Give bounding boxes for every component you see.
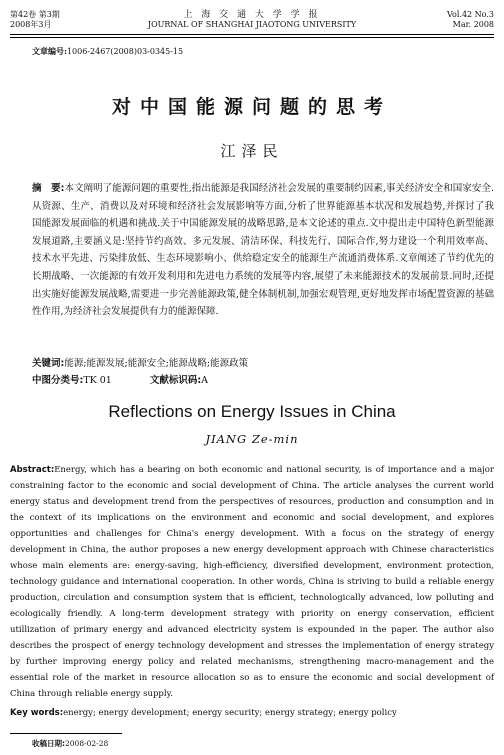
- abstract-en: [10, 462, 494, 702]
- issue-info-en: [447, 10, 494, 30]
- author-cn: 江泽民: [220, 142, 284, 160]
- article-number: [32, 46, 183, 57]
- abstract-cn-text: 本文阐明了能源问题的重要性,指出能源是我国经济社会发展的重要制约因素,事关经济安全和国家安全.从资源、生产、消费以及对环境和经济社会发展影响等方面,分析了世界能源基本状况和发展趋势,并探讨了我国能源发展面临的机遇和挑战.关于中国能源发展的战略思路,是本文论述的重点.文中提出走中国特色新型能源发展道路,主要涵义是:坚持节约高效、多元发展、清洁环保、科技先行、国际合作,努力建设一个利用效率高、技术水平先进、污染排放低、生态环境影响小、供给稳定安全的能源生产流通消费体系.文章阐述了节约优先的长期战略、一次能源的有效开发利用和先进电力系统的发展等内容,展望了未来能源技术的发展前景.同时,还提出实施好能源发展战略,需要进一步完善能源政策,健全体制机制,加强宏观管理,更好地发挥市场配置资源的基础性作用,为经济社会发展提供有力的能源保障.: [32, 183, 494, 318]
- issue-date: 2008年3月: [10, 20, 52, 29]
- keywords-en: [10, 707, 494, 719]
- issue-date-en: Mar. 2008: [452, 20, 494, 29]
- journal-name-en: JOURNAL OF SHANGHAI JIAOTONG UNIVERSITY: [147, 20, 357, 29]
- classification-label: 中图分类号:: [32, 375, 84, 386]
- header-divider: [10, 34, 494, 35]
- abstract-en-text: Energy, which has a bearing on both economic and national security, is of importance and a major constraining factor to the economic and social development of China. The article analyses the current world energy status and development trend from the perspectives of resources, production and consumption and in the context of its implications on the environment and economic and social development, and explores opportunities and challenges for China's energy development. With a focus on the strategy of energy development in China, the author proposes a new energy development approach with Chinese characteristics whose main elements are: energy-saving, high-efficiency, diversified development, environment protection, technology guidance and international cooperation. In other words, China is striving to build a reliable energy production, circulation and consumption system that is efficient, technologically advanced, low polluting and ecologically friendly. A long-term development strategy with priority on energy conservation, efficient utillization of primary energy and advanced electricity system is expounded in the paper. The author also describes the prospect of energy technology development and stresses the implementation of energy strategy by further improving energy policy and related mechanisms, strengthening macro-management and the essential role of the market in resource allocation so as to ensure the economic and social development of China through reliable energy supply.: [10, 465, 494, 699]
- keywords-en-label: Key words:: [10, 708, 64, 718]
- keywords-cn-label: 关键词:: [32, 358, 65, 369]
- keywords-cn-text: 能源;能源发展;能源安全;能源战略;能源政策: [64, 358, 249, 369]
- classification-value: TK 01: [83, 375, 112, 386]
- article-number-label: 文章编号:: [32, 46, 67, 56]
- title-en: Reflections on Energy Issues in China: [108, 402, 396, 421]
- article-number-value: 1006-2467(2008)03-0345-15: [66, 47, 184, 56]
- page-header: [10, 10, 494, 32]
- abstract-en-label: Abstract:: [10, 465, 55, 475]
- received-date: [32, 738, 108, 749]
- volume-issue: 第42卷 第3期: [10, 10, 60, 19]
- volume-issue-en: Vol.42 No.3: [447, 10, 494, 19]
- keywords-cn: [32, 357, 494, 371]
- received-date-label: 收稿日期:: [32, 739, 65, 748]
- title-cn: 对中国能源问题的思考: [111, 96, 392, 118]
- footnote-divider: [10, 733, 122, 734]
- classification: [32, 374, 494, 388]
- document-code-label: 文献标识码:: [149, 375, 202, 386]
- abstract-cn-label: 摘 要:: [32, 183, 65, 194]
- abstract-cn: [32, 180, 494, 321]
- keywords-en-text: energy; energy development; energy security; energy strategy; energy policy: [63, 708, 397, 718]
- document-code-value: A: [201, 375, 209, 386]
- received-date-value: 2008-02-28: [65, 739, 109, 748]
- header-divider-thin: [10, 37, 494, 38]
- journal-name-cn: 上 海 交 通 大 学 学 报: [183, 10, 321, 20]
- journal-name: [10, 10, 494, 30]
- author-en: JIANG Ze-min: [205, 432, 299, 446]
